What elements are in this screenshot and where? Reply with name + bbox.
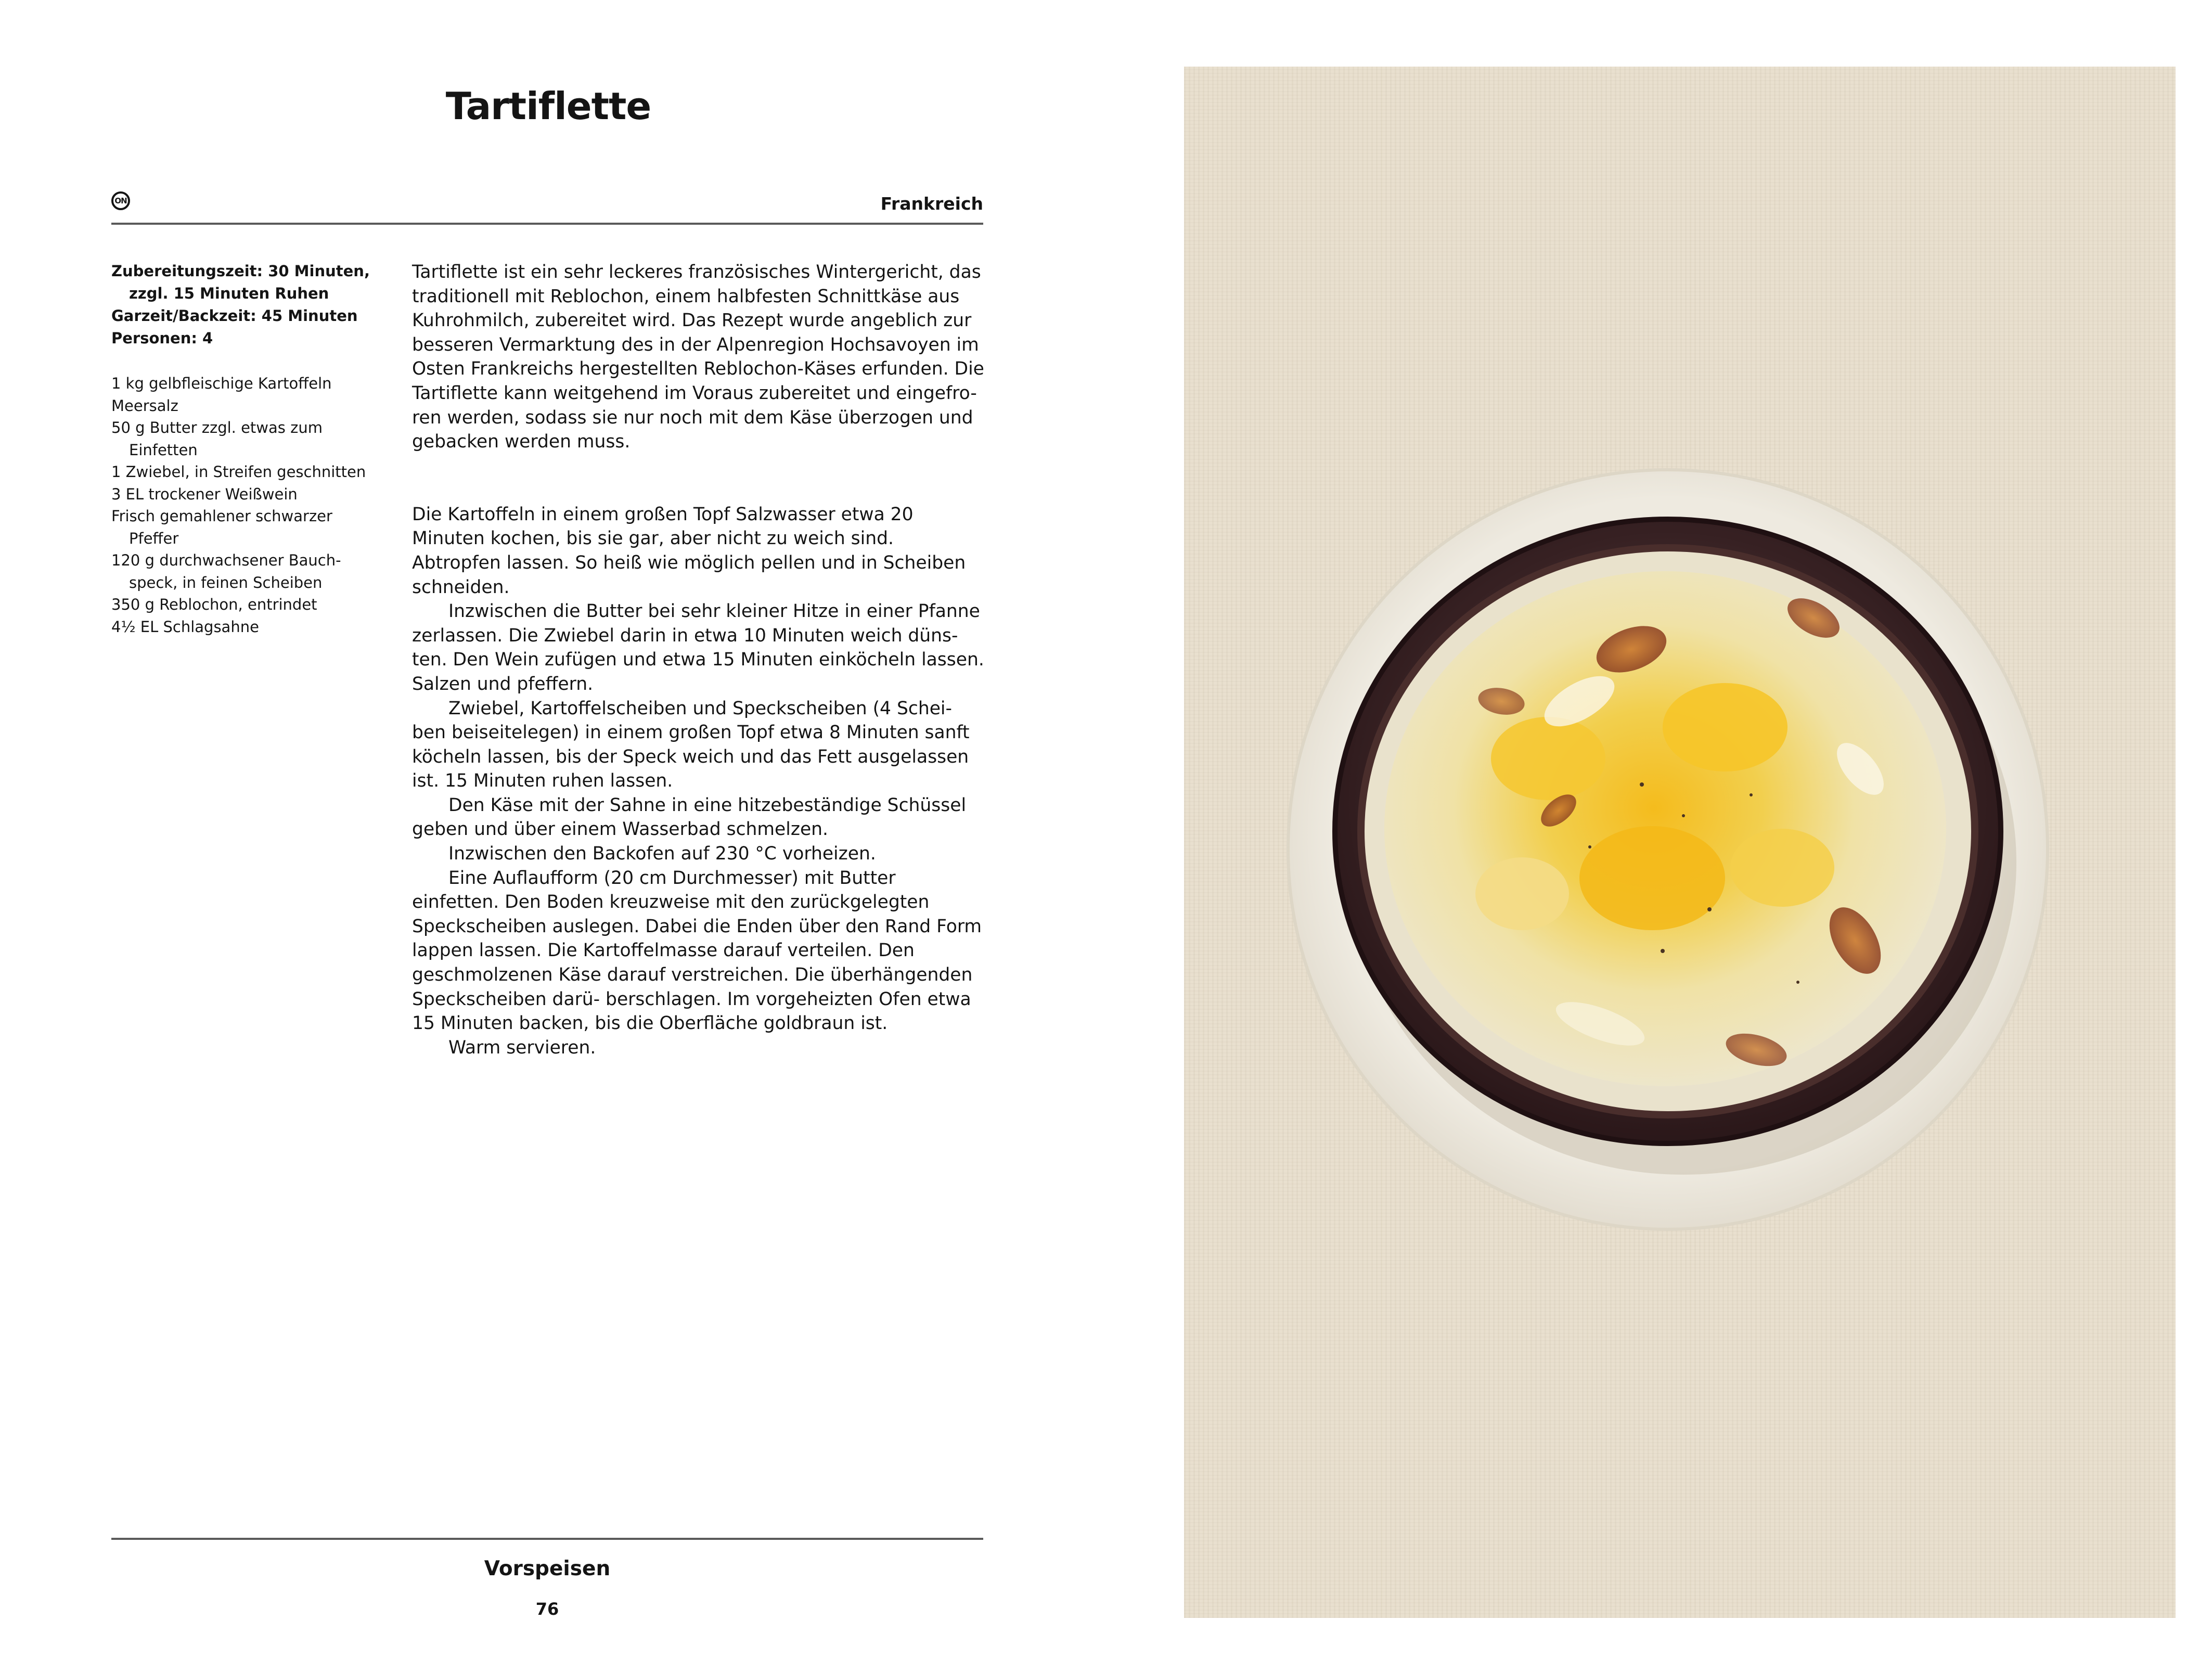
- method-step: Inzwischen die Butter bei sehr kleiner Hitze in einer Pfanne zerlassen. Die Zwiebel darin in etwa 10 Minuten weich düns- ten. Den Wein zufügen und etwa 15 Minuten einköcheln lassen. Salzen und pfeffern.: [412, 601, 984, 695]
- method-step: Eine Auflaufform (20 cm Durchmesser) mit Butter einfetten. Den Boden kreuzweise mit den zurückgelegten Speckscheiben auslegen. Dabei die Enden über den Rand Form lappen lassen. Die Kartoffelmasse darauf verteilen. Den geschmolzenen Käse darauf verstreichen. Die überhängenden Speckscheiben darü- berschlagen. Im vorgeheizten Ofen etwa 15 Minuten backen, bis die Oberfläche goldbraun ist.: [412, 867, 982, 1034]
- method-step: Die Kartoffeln in einem großen Topf Salzwasser etwa 20 Minuten kochen, bis sie gar, aber nicht zu weich sind. Abtropfen lassen. So heiß wie möglich pellen und in Scheiben schneiden.: [412, 504, 966, 598]
- method-step: Zwiebel, Kartoffelscheiben und Speckscheiben (4 Schei- ben beiseitelegen) in einem großen Topf etwa 8 Minuten sanft köcheln lassen, bis der Speck weich und das Fett ausgelassen ist. 15 Minuten ruhen lassen.: [412, 698, 970, 792]
- region-label: Frankreich: [880, 194, 983, 214]
- recipe-title: Tartiflette: [445, 84, 651, 128]
- ingredient-item: 4½ EL Schlagsahne: [111, 618, 259, 636]
- section-name: Vorspeisen: [484, 1557, 611, 1580]
- intro-paragraph: Tartiflette ist ein sehr leckeres französisches Wintergericht, das traditionell mit Reblochon, einem halbfesten Schnittkäse aus Kuhrohmilch, zubereitet wird. Das Rezept wurde angeblich zur besseren Vermarktung des in der Alpenregion Hochsavoyen im Osten Frankreichs hergestellten Reblochon-Käses erfunden. Die Tartiflette kann weitgehend im Voraus zubereitet und eingefro- ren werden, sodass sie nur noch mit dem Käse überzogen und gebacken werden muss.: [412, 262, 984, 453]
- ingredient-item: 3 EL trockener Weißwein: [111, 485, 298, 503]
- ingredient-item: Meersalz: [111, 396, 178, 415]
- method-step: Warm servieren.: [448, 1037, 596, 1058]
- ingredient-item: 350 g Reblochon, entrindet: [111, 596, 317, 613]
- ingredient-item: 1 Zwiebel, in Streifen geschnitten: [111, 463, 366, 481]
- method-step: Den Käse mit der Sahne in eine hitzebeständige Schüssel geben und über einem Wasserbad schmelzen.: [412, 794, 967, 840]
- ingredient-list: [111, 372, 382, 638]
- recipe-meta: [111, 260, 382, 350]
- cook-time: Garzeit/Backzeit: 45 Minuten: [111, 307, 358, 325]
- ingredient-item: 50 g Butter zzgl. etwas zum Einfetten: [111, 419, 323, 459]
- recipe-body: [412, 260, 984, 1060]
- dish-photo: [1184, 67, 2176, 1618]
- ingredient-item: 1 kg gelbfleischige Kartoffeln: [111, 375, 332, 392]
- category-badge-icon: ON: [111, 191, 130, 210]
- prep-time: Zubereitungszeit: 30 Minuten, zzgl. 15 Minuten Ruhen: [111, 262, 370, 302]
- ingredient-item: 120 g durchwachsener Bauch- speck, in feinen Scheiben: [111, 551, 341, 591]
- header-divider: [111, 223, 983, 225]
- method-step: Inzwischen den Backofen auf 230 °C vorheizen.: [448, 843, 876, 865]
- footer-divider: [111, 1538, 983, 1540]
- servings: Personen: 4: [111, 329, 213, 347]
- recipe-header: [111, 190, 983, 221]
- page-number: 76: [535, 1599, 559, 1619]
- tartiflette-dish-image: [1184, 67, 2176, 1618]
- ingredient-item: Frisch gemahlener schwarzer Pfeffer: [111, 507, 332, 547]
